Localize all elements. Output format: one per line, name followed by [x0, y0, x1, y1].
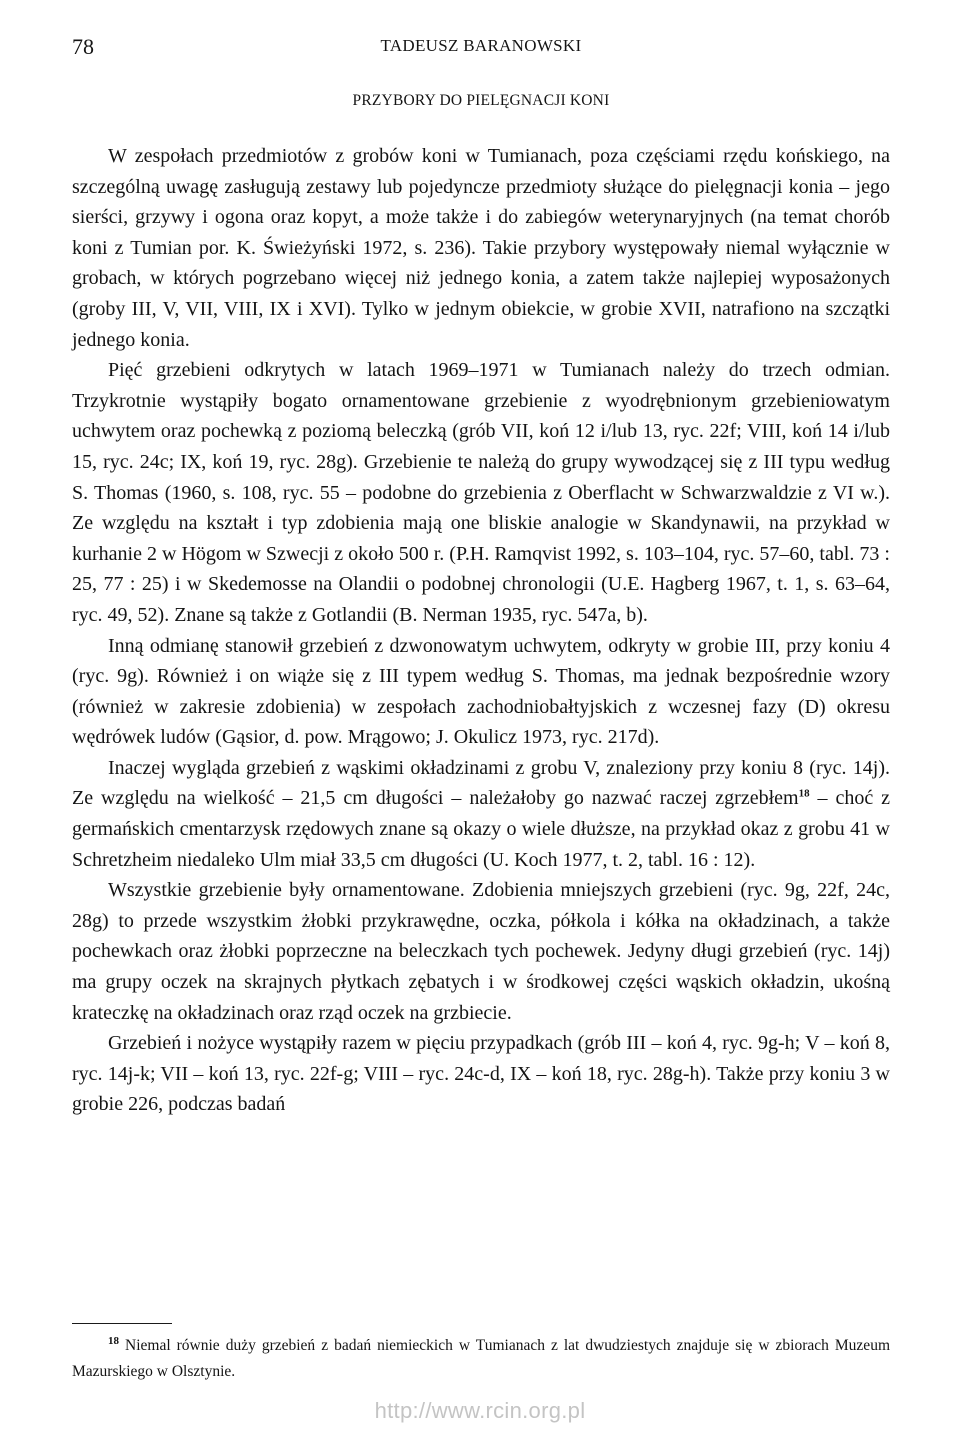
paragraph-text: Inaczej wygląda grzebień z wąskimi okładzinami z grobu V, znaleziony przy koniu 8 (ryc. 14j). Ze względu na wielkość – 21,5 cm długości – należałoby go nazwać raczej zgrzebłem [72, 756, 890, 810]
paragraph: Grzebień i nożyce wystąpiły razem w pięciu przypadkach (grób III – koń 4, ryc. 9g-h; V – koń 8, ryc. 14j-k; VII – koń 13, ryc. 22f-g; VIII – ryc. 24c-d, IX – koń 18, ryc. 28g-h). Także przy koniu 3 w grobie 226, podczas badań [72, 1032, 890, 1116]
running-head: TADEUSZ BARANOWSKI [380, 36, 582, 55]
footnote-divider [72, 1323, 172, 1324]
footnote-paragraph [72, 1333, 890, 1385]
section-title: PRZYBORY DO PIELĘGNACJI KONI [352, 92, 610, 109]
footnote-mark: 18 [108, 1334, 119, 1347]
footnote [72, 1333, 890, 1385]
paragraph-text-continued: – choć z germańskich cmentarzysk rzędowych znane są okazy o wiele dłuższe, na przykład okaz z grobu 41 w Schretzheim niedaleko Ulm miał 33,5 cm długości (U. Koch 1977, t. 2, tabl. 16 : 12). [72, 787, 890, 871]
page-number: 78 [72, 34, 94, 59]
paragraph: Pięć grzebieni odkrytych w latach 1969–1971 w Tumianach należy do trzech odmian. Trzykrotnie wystąpiły bogato ornamentowane grzebienie z wyodrębnionym grzebieniowatym uchwytem oraz pochewką z poziomą beleczką (grób VII, koń 12 i/lub 13, ryc. 22f; VIII, koń 14 i/lub 15, ryc. 24c; IX, koń 19, ryc. 28g). Grzebienie te należą do grupy wywodzącej się z III typu według S. Thomas (1960, s. 108, ryc. 55 – podobne do grzebienia z Oberflacht w Schwarzwaldzie z VI w.). Ze względu na kształt i typ zdobienia mają one bliskie analogie w Skandynawii, na przykład w kurhanie 2 w Högom w Szwecji z około 500 r. (P.H. Ramqvist 1992, s. 103–104, ryc. 57–60, tabl. 73 : 25, 77 : 25) i w Skedemosse na Olandii o podobnej chronologii (U.E. Hagberg 1967, t. 1, s. 63–64, ryc. 49, 52). Znane są także z Gotlandii (B. Nerman 1935, ryc. 547a, b). [72, 359, 890, 626]
watermark-url: http://www.rcin.org.pl [374, 1398, 586, 1423]
page-header [72, 28, 890, 64]
footnote-text: Niemal równie duży grzebień z badań niemieckich w Tumianach z lat dwudziestych znajduje się w zbiorach Muzeum Mazurskiego w Olsztynie. [72, 1337, 890, 1380]
footnote-reference[interactable]: 18 [798, 787, 810, 800]
paragraph: W zespołach przedmiotów z grobów koni w Tumianach, poza częściami rzędu końskiego, na szczególną uwagę zasługują zestawy lub pojedyncze przedmioty służące do pielęgnacji konia – jego sierści, grzywy i ogona oraz kopyt, a może także i do zabiegów weterynaryjnych (na temat chorób koni z Tumian por. K. Świeżyński 1972, s. 236). Takie przybory występowały niemal wyłącznie w grobach, w których pogrzebano więcej niż jednego konia, a zatem także najlepiej wyposażonych (groby III, V, VII, VIII, IX i XVI). Tylko w jednym obiekcie, w grobie XVII, natrafiono na szczątki jednego konia. [72, 145, 890, 351]
paragraph: Wszystkie grzebienie były ornamentowane. Zdobienia mniejszych grzebieni (ryc. 9g, 22f, 24c, 28g) to przede wszystkim żłobki przykrawędne, oczka, półkola i kółka na okładzinach, a także pochewkach oraz żłobki poprzeczne na beleczkach tych pochewek. Jedyny długi grzebień (ryc. 14j) ma grupy oczek na skrajnych płytkach zębatych i w środkowej części wąskich okładzin, ukośną krateczkę na okładzinach oraz rząd oczek na grzbiecie. [72, 879, 890, 1024]
body-text [72, 141, 890, 1120]
paragraph-with-footnote [72, 753, 890, 875]
paragraph: Inną odmianę stanowił grzebień z dzwonowatym uchwytem, odkryty w grobie III, przy koniu 4 (ryc. 9g). Również i on wiąże się z III typem według S. Thomas, ma jednak bezpośrednie wzory (również w zakresie zdobienia) w zespołach zachodniobałtyjskich z wczesnej fazy (D) okresu wędrówek ludów (Gąsior, d. pow. Mrągowo; J. Okulicz 1973, ryc. 217d). [72, 634, 890, 749]
